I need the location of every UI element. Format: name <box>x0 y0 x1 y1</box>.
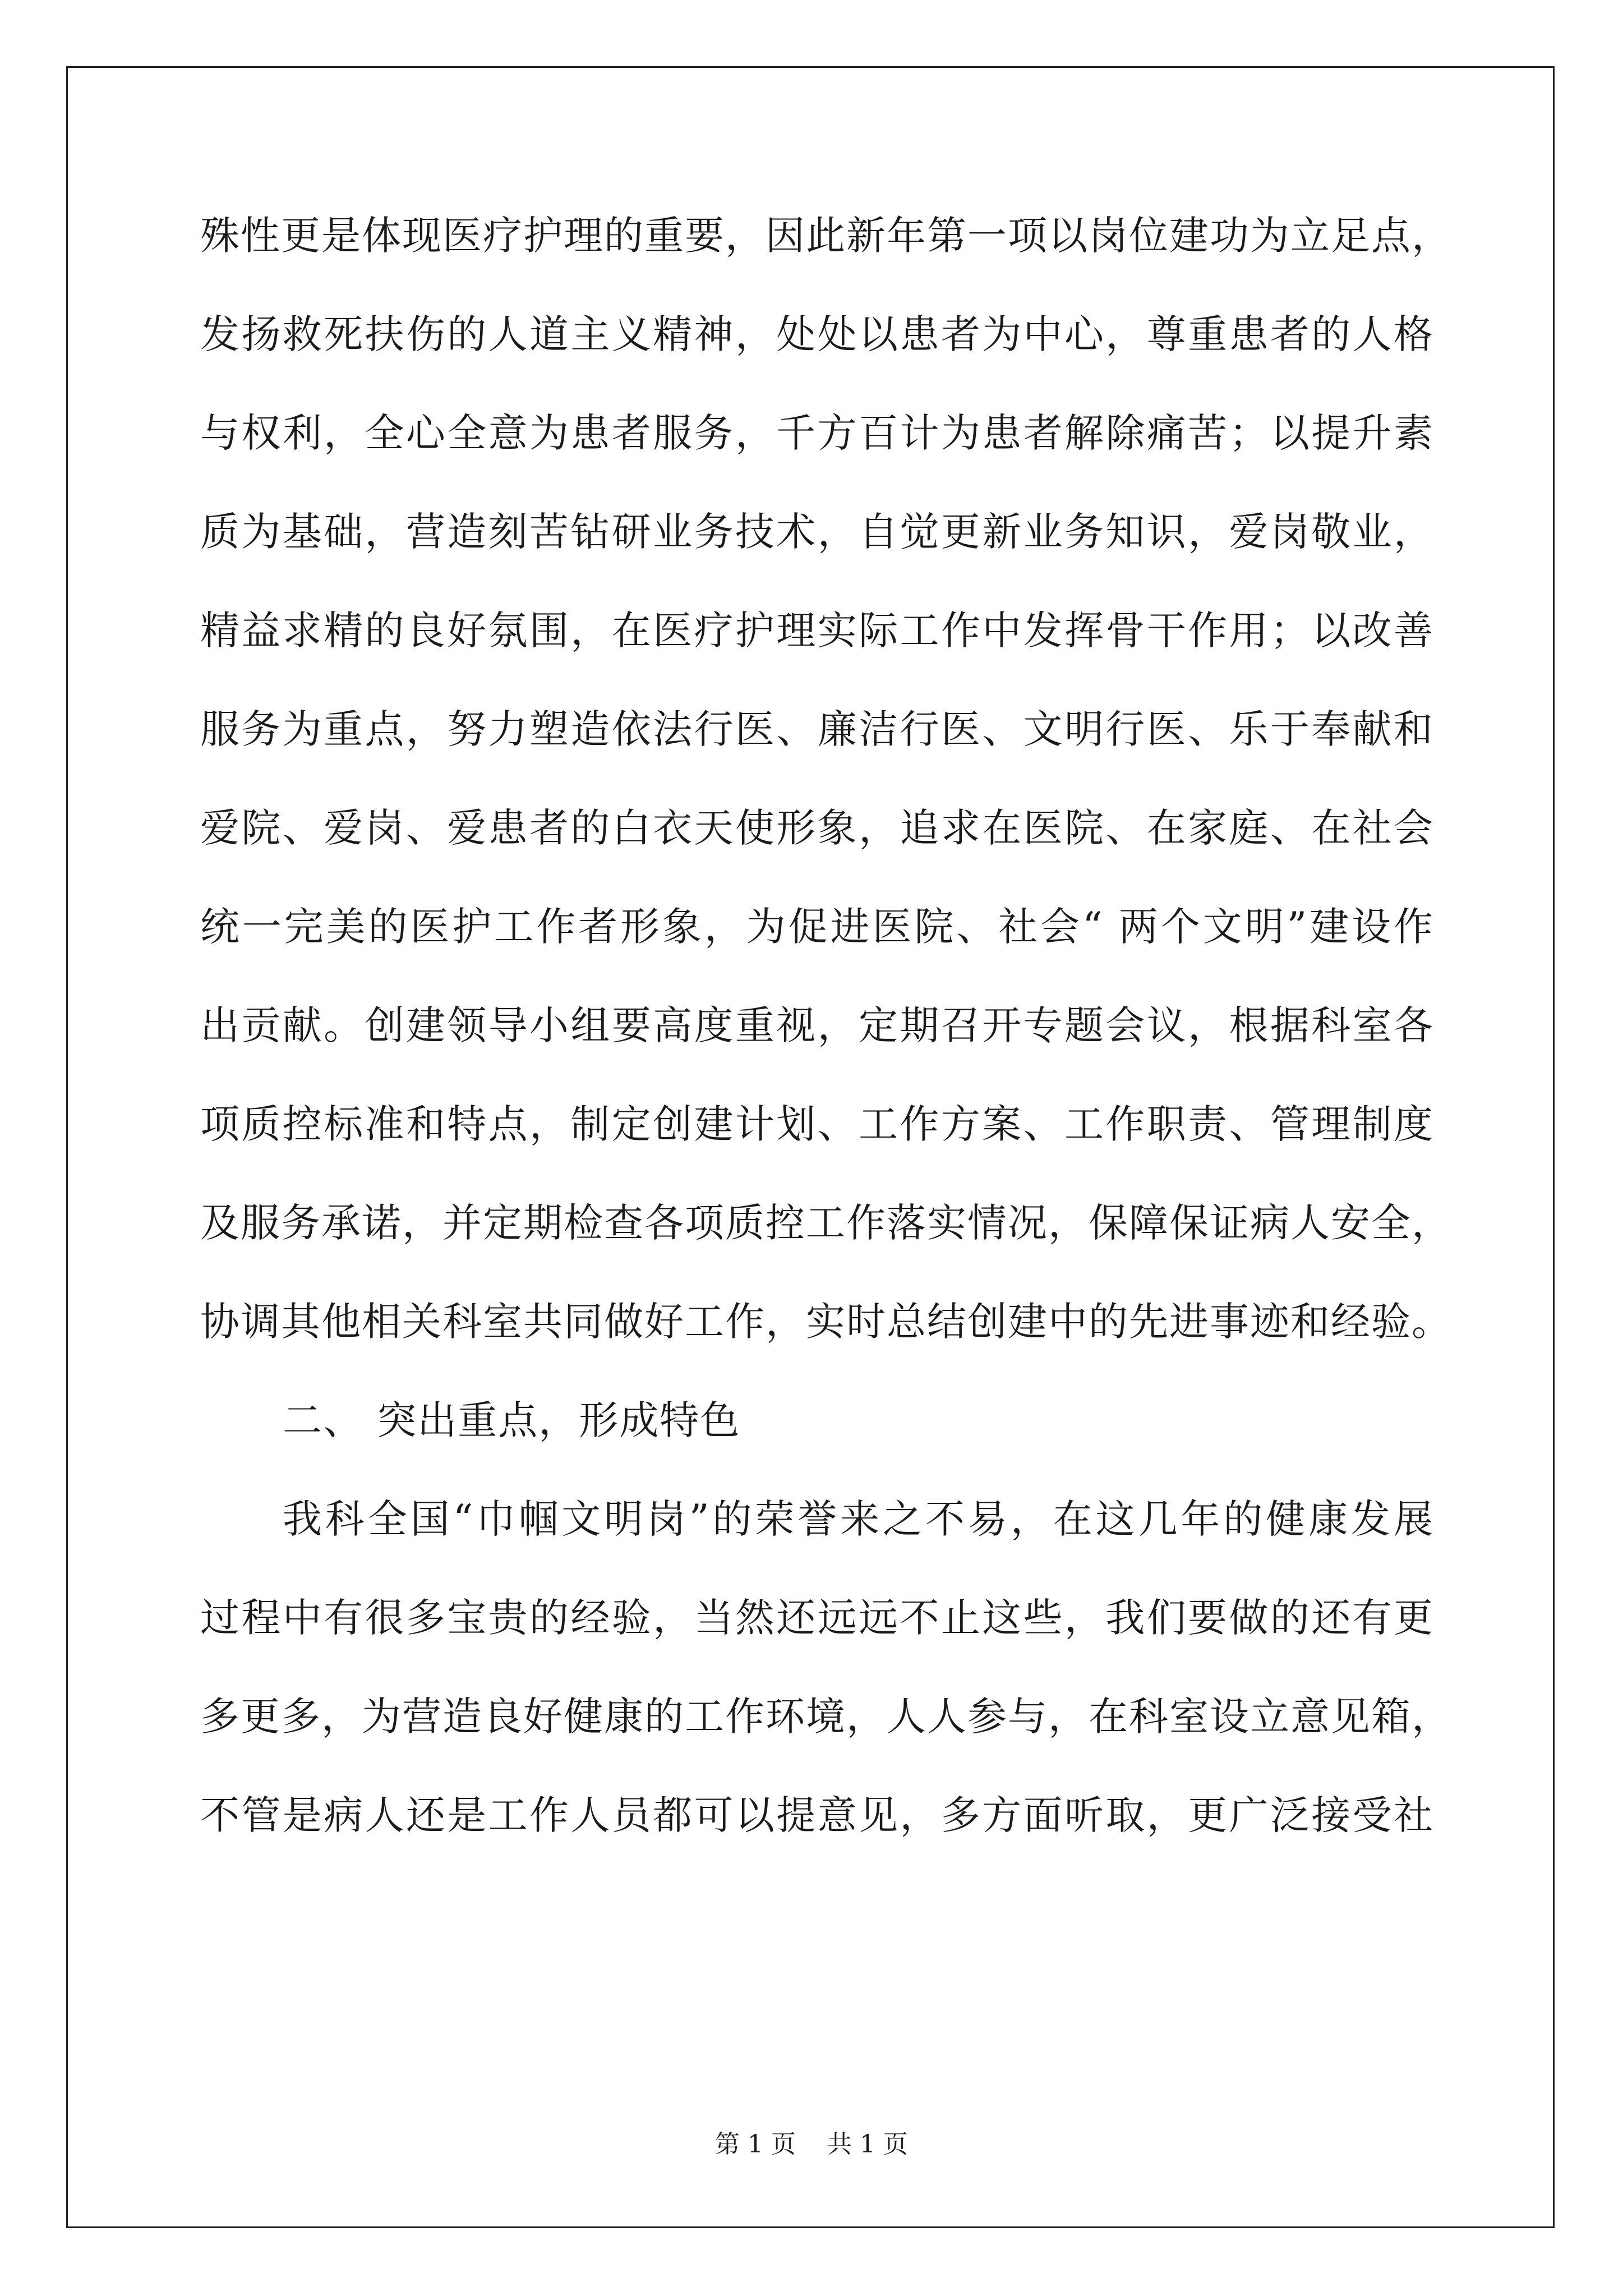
paragraph-line: 项质控标准和特点，制定创建计划、工作方案、工作职责、管理制度 <box>200 1101 1434 1147</box>
paragraph-line: 服务为重点，努力塑造依法行医、廉洁行医、文明行医、乐于奉献和 <box>200 706 1434 752</box>
paragraph-line: 发扬救死扶伤的人道主义精神，处处以患者为中心，尊重患者的人格 <box>200 311 1434 357</box>
paragraph-line: 协调其他相关科室共同做好工作，实时总结创建中的先进事迹和经验。 <box>200 1299 1452 1345</box>
paragraph-line: 我科全国“巾帼文明岗”的荣誉来之不易，在这几年的健康发展 <box>283 1496 1434 1542</box>
paragraph-line: 及服务承诺，并定期检查各项质控工作落实情况，保障保证病人安全， <box>200 1200 1452 1246</box>
paragraph-line: 多更多，为营造良好健康的工作环境，人人参与，在科室设立意见箱， <box>200 1694 1452 1740</box>
paragraph-line: 与权利，全心全意为患者服务，千方百计为患者解除痛苦；以提升素 <box>200 410 1434 456</box>
paragraph-line: 统一完美的医护工作者形象，为促进医院、社会“ 两个文明”建设作 <box>200 904 1434 950</box>
section-heading: 二、 突出重点，形成特色 <box>283 1397 741 1443</box>
document-body <box>200 186 1452 1865</box>
paragraph-line: 殊性更是体现医疗护理的重要，因此新年第一项以岗位建功为立足点， <box>200 213 1452 259</box>
paragraph-line: 不管是病人还是工作人员都可以提意见，多方面听取，更广泛接受社 <box>200 1792 1434 1838</box>
paragraph-line: 爱院、爱岗、爱患者的白衣天使形象，追求在医院、在家庭、在社会 <box>200 805 1434 851</box>
paragraph-line: 质为基础，营造刻苦钻研业务技术，自觉更新业务知识，爱岗敬业， <box>200 509 1434 555</box>
paragraph-line: 精益求精的良好氛围，在医疗护理实际工作中发挥骨干作用；以改善 <box>200 608 1434 654</box>
page-number-footer: 第 1 页 共 1 页 <box>715 2130 908 2159</box>
paragraph-line: 出贡献。创建领导小组要高度重视，定期召开专题会议，根据科室各 <box>200 1002 1434 1048</box>
paragraph-line: 过程中有很多宝贵的经验，当然还远远不止这些，我们要做的还有更 <box>200 1595 1434 1641</box>
